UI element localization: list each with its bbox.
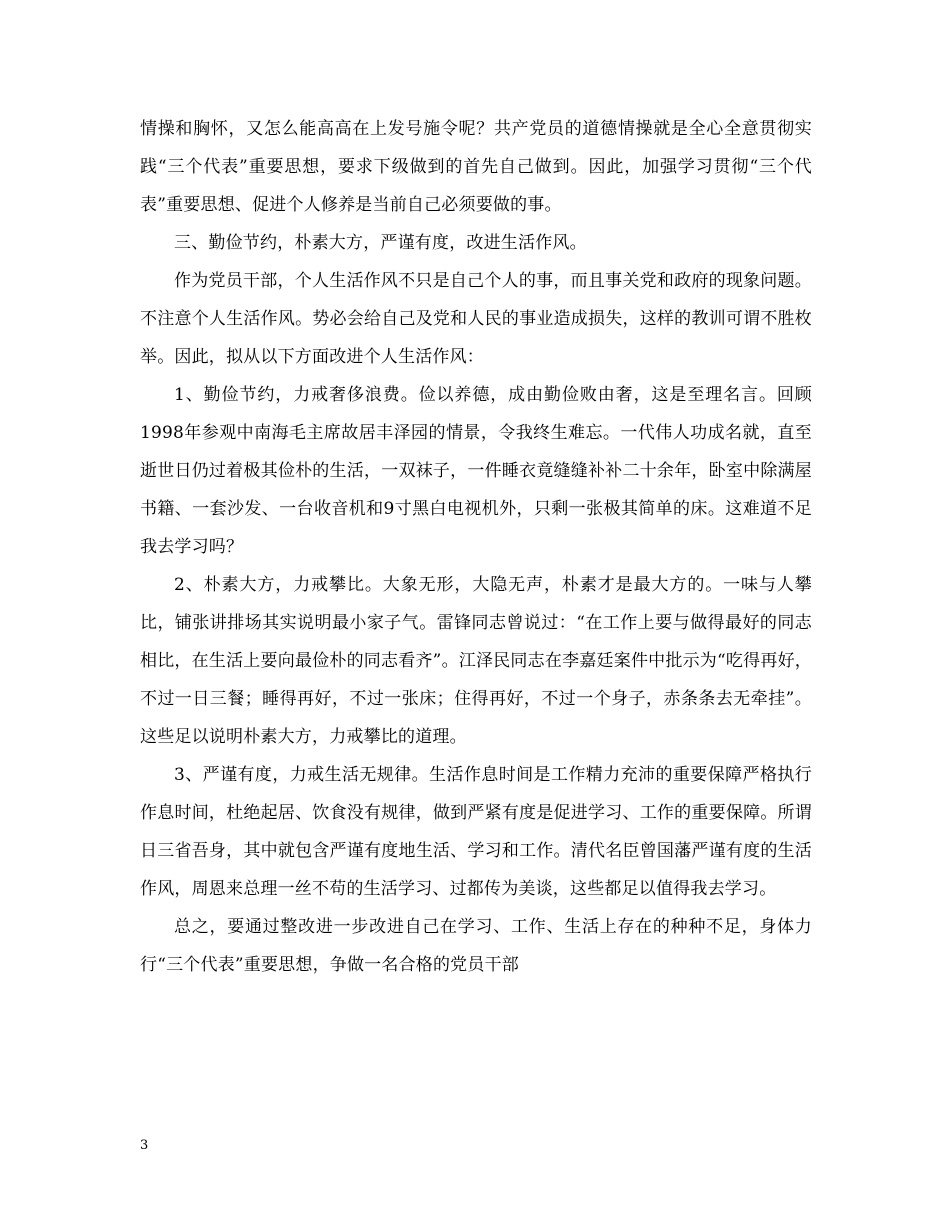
paragraph-continuation: 情操和胸怀，又怎么能高高在上发号施令呢？共产党员的道德情操就是全心全意贯彻实践“三个代表”重要思想，要求下级做到的首先自己做到。因此，加强学习贯彻“三个代表”重要思想、促进个人修养是当前自己必须要做的事。 <box>140 119 812 215</box>
paragraph-conclusion: 总之，要通过整改进一步改进自己在学习、工作、生活上存在的种种不足，身体力行“三个代表”重要思想，争做一名合格的党员干部 <box>140 917 812 975</box>
paragraph-item-1: 1、勤俭节约，力戒奢侈浪费。俭以养德，成由勤俭败由奢，这是至理名言。回顾1998年参观中南海毛主席故居丰泽园的情景，令我终生难忘。一代伟人功成名就，直至逝世日仍过着极其俭朴的生活，一双袜子，一件睡衣竟缝缝补补二十余年，卧室中除满屋书籍、一套沙发、一台收音机和9寸黑白电视机外，只剩一张极其简单的床。这难道不足我去学习吗？ <box>140 385 812 557</box>
body-text <box>140 110 812 984</box>
paragraph-item-3: 3、严谨有度，力戒生活无规律。生活作息时间是工作精力充沛的重要保障严格执行作息时间，杜绝起居、饮食没有规律，做到严紧有度是促进学习、工作的重要保障。所谓日三省吾身，其中就包含严谨有度地生活、学习和工作。清代名臣曾国藩严谨有度的生活作风，周恩来总理一丝不苟的生活学习、过都传为美谈，这些都足以值得我去学习。 <box>140 765 812 899</box>
paragraph-item-2: 2、朴素大方，力戒攀比。大象无形，大隐无声，朴素才是最大方的。一味与人攀比，铺张讲排场其实说明最小家子气。雷锋同志曾说过：“在工作上要与做得最好的同志相比，在生活上要向最俭朴的同志看齐”。江泽民同志在李嘉廷案件中批示为“吃得再好，不过一日三餐；睡得再好，不过一张床；住得再好，不过一个身子，赤条条去无牵挂”。这些足以说明朴素大方，力戒攀比的道理。 <box>140 575 812 747</box>
section-heading-three: 三、勤俭节约，朴素大方，严谨有度，改进生活作风。 <box>174 233 587 253</box>
page-number: 3 <box>140 1138 149 1153</box>
paragraph-intro: 作为党员干部，个人生活作风不只是自己个人的事，而且事关党和政府的现象问题。不注意个人生活作风。势必会给自己及党和人民的事业造成损失，这样的教训可谓不胜枚举。因此，拟从以下方面改进个人生活作风： <box>140 271 812 367</box>
